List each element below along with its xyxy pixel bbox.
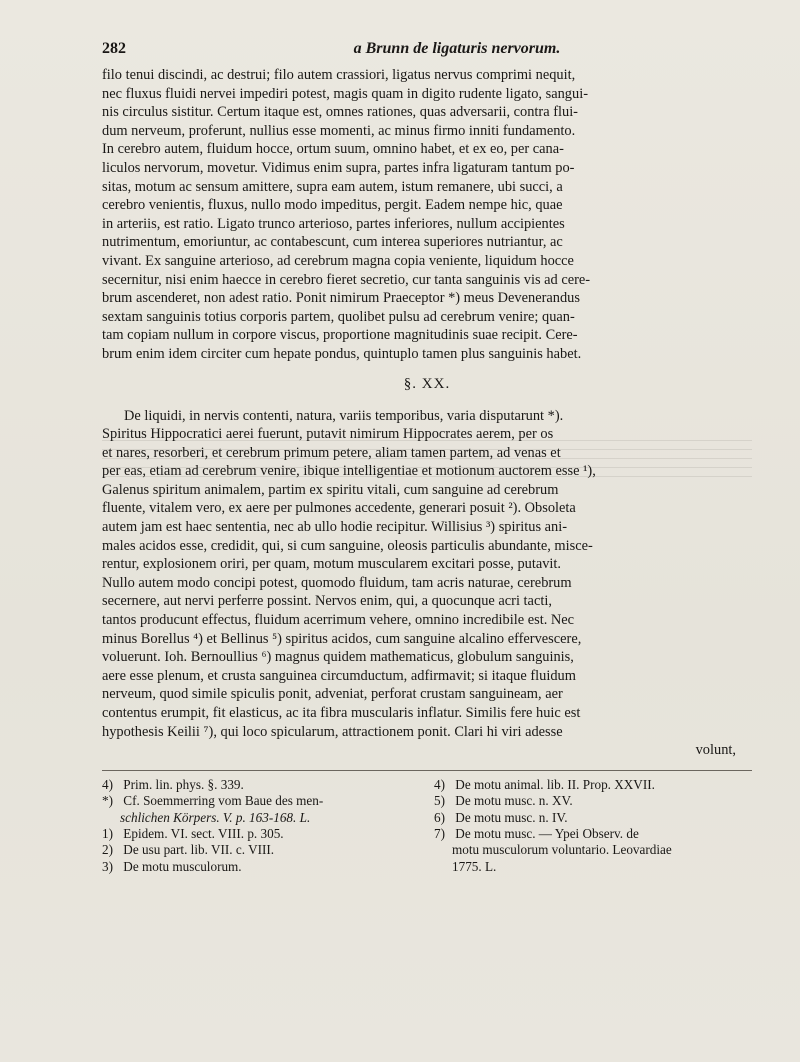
- text-line: tam copiam nullum in corpore viscus, proportione magnitudinis suae recipit. Cere-: [102, 327, 578, 344]
- text-line: filo tenui discindi, ac destrui; filo autem crassiori, ligatus nervus comprimi nequit,: [102, 67, 576, 83]
- footnote: [434, 842, 752, 858]
- footnote: [102, 793, 420, 809]
- text-line: aere esse plenum, et crusta sanguinea circumductum, adfirmavit; si itaque fluidum: [102, 667, 576, 684]
- text-line: sitas, motum ac sensum amittere, supra eam autem, istum remanere, ubi succi, a: [102, 178, 563, 195]
- footnotes-right-column: [434, 777, 752, 875]
- text-line: nerveum, quod simile spiculis ponit, adveniat, perforat crustam sanguineam, aer: [102, 686, 563, 703]
- text-line: autem jam est haec sententia, nec ab ullo hodie recipitur. Willisius ³) spiritus ani-: [102, 519, 568, 536]
- text-line: nutrimentum, emoriuntur, ac contabescunt, cum interea superiores nutriantur, ac: [102, 234, 563, 251]
- footnote: [102, 777, 420, 793]
- footnotes-left-column: [102, 777, 420, 875]
- footnote-number: 2): [102, 842, 113, 858]
- footnote-number: 7): [434, 826, 445, 841]
- text-line: minus Borellus ⁴) et Bellinus ⁵) spiritus acidos, cum sanguine alcalino effervescere,: [102, 630, 582, 647]
- footnote-text: motu musculorum voluntario. Leovardiae: [452, 842, 672, 858]
- text-line: tantos producunt effectus, fluidum acerrimum vehere, omnino incredibile est. Nec: [102, 612, 575, 629]
- text-line: per eas, etiam ad cerebrum venire, ibique intelligentiae et motionum auctorem esse ¹),: [102, 463, 596, 480]
- footnote: [434, 777, 752, 793]
- footnote-divider: [102, 770, 752, 771]
- footnote: [434, 793, 752, 809]
- text-line: nis circulus sistitur. Certum itaque est, omnes rationes, quas adversarii, contra flui-: [102, 104, 578, 121]
- text-line: vivant. Ex sanguine arterioso, ad cerebrum magna copia veniente, liquidum hocce: [102, 252, 574, 269]
- text-line: brum ascenderet, non adest ratio. Ponit nimirum Praeceptor *) meus Devenerandus: [102, 290, 580, 307]
- running-head: [102, 40, 752, 66]
- footnote-text: Prim. lin. phys. §. 339.: [123, 776, 244, 792]
- paragraph-2: [102, 407, 752, 760]
- footnote-number: *): [102, 793, 113, 809]
- footnote-text: De motu musc. — Ypei Observ. de: [455, 826, 639, 841]
- footnote: [102, 859, 420, 875]
- text-line: Galenus spiritum animalem, partim ex spiritu vitali, cum sanguine ad cerebrum: [102, 481, 559, 498]
- footnote-number: 5): [434, 793, 445, 809]
- footnote: [102, 810, 420, 826]
- text-line: In cerebro autem, fluidum hocce, ortum suum, omnino habet, et ex eo, per cana-: [102, 141, 564, 158]
- text-line: in arteriis, est ratio. Ligato trunco arterioso, partes inferiores, nullum accipientes: [102, 215, 565, 232]
- footnote-text: De usu part. lib. VII. c. VIII.: [123, 842, 275, 858]
- text-line: sextam sanguinis totius corporis partem, quolibet pulsu ad cerebrum venire; quan-: [102, 308, 575, 325]
- text-line: nec fluxus fluidi nervei impediri potest, magis quam in digito rudente ligato, sangui-: [102, 85, 588, 102]
- text-line: contentus erumpit, fit elasticus, ac ita fibra muscularis inflatur. Similis fere huic est: [102, 705, 581, 721]
- text-line: voluerunt. Ioh. Bernoullius ⁶) magnus quidem mathematicus, globulum sanguinis,: [102, 649, 574, 666]
- text-line: secernere, aut nervi perferre possint. Nervos enim, qui, a quocunque acri tacti,: [102, 593, 552, 610]
- text-line: brum enim idem circiter cum hepate pondus, quintuplo tamen plus sanguinis habet.: [102, 345, 582, 362]
- footnote-text: De motu musculorum.: [123, 858, 242, 874]
- text-line: De liquidi, in nervis contenti, natura, variis temporibus, varia disputarunt *).: [124, 407, 564, 424]
- text-line: et nares, resorberi, et cerebrum primum petere, aliam tamen partem, ad venas et: [102, 444, 561, 461]
- footnote-text: De motu musc. n. XV.: [455, 793, 573, 809]
- page-number: 282: [102, 40, 126, 57]
- text-line: rentur, explosionem oriri, per quam, motum muscularem excitari posse, putavit.: [102, 556, 562, 573]
- paragraph-1: [102, 66, 752, 364]
- footnote-number: 4): [102, 776, 113, 792]
- footnote: [434, 810, 752, 826]
- footnote-number: 6): [434, 809, 445, 825]
- footnote: [434, 859, 752, 875]
- text-line: cerebro venientis, fluxus, nullo modo impeditus, pergit. Eadem nempe hic, quae: [102, 197, 563, 214]
- catchword: volunt,: [695, 742, 736, 759]
- footnote: [434, 826, 752, 842]
- text-line: fluente, vitalem vero, ex aere per pulmones accedente, generari posuit ²). Obsoleta: [102, 500, 576, 517]
- text-line: secernitur, nisi enim haecce in cerebro fieret secretio, cur tanta sanguinis vis ad cere-: [102, 271, 591, 288]
- footnote: [102, 842, 420, 858]
- footnote-text: De motu musc. n. IV.: [455, 809, 568, 825]
- footnote-text: Cf. Soemmerring vom Baue des men-: [123, 793, 324, 809]
- running-title: a Brunn de ligaturis nervorum.: [353, 40, 561, 57]
- footnotes: [102, 777, 752, 875]
- text-line: hypothesis Keilii ⁷), qui loco spicularum, attractionem ponit. Clari hi viri adesse: [102, 723, 563, 740]
- text-line: Spiritus Hippocratici aerei fuerunt, putavit nimirum Hippocrates aerem, per os: [102, 426, 554, 443]
- footnote-number: 4): [434, 776, 445, 792]
- footnote-text: Epidem. VI. sect. VIII. p. 305.: [123, 826, 284, 841]
- footnote: [102, 826, 420, 842]
- text-line: dum nerveum, proferunt, nullius esse momenti, ac minus firmo inniti fundamento.: [102, 122, 576, 139]
- text-line: Nullo autem modo concipi potest, quomodo fluidum, tam acris naturae, cerebrum: [102, 574, 572, 591]
- footnote-text: De motu animal. lib. II. Prop. XXVII.: [455, 776, 655, 792]
- footnote-text: schlichen Körpers. V. p. 163-168. L.: [120, 809, 311, 825]
- text-line: males acidos esse, credidit, qui, si cum sanguine, oleosis particulis abundante, misce-: [102, 537, 593, 554]
- footnote-number: 1): [102, 826, 113, 841]
- text-line: liculos nervorum, movetur. Vidimus enim supra, partes infra ligaturam tantum po-: [102, 159, 575, 176]
- footnote-number: 3): [102, 858, 113, 874]
- section-heading: §. XX.: [403, 375, 451, 392]
- footnote-text: 1775. L.: [452, 858, 497, 874]
